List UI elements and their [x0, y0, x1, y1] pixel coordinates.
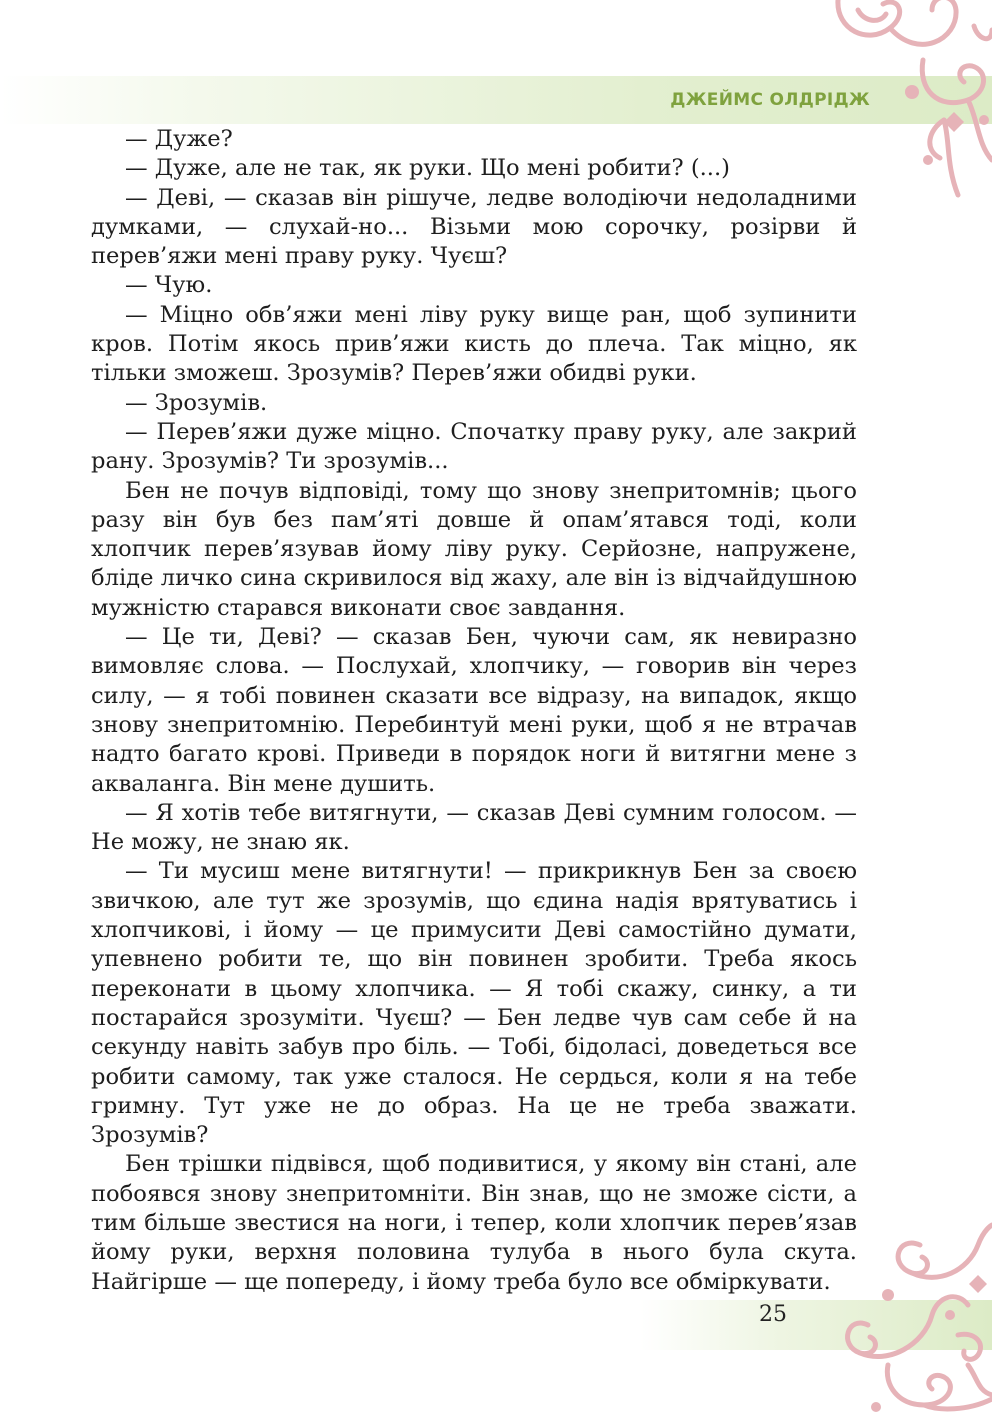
running-header-author: ДЖЕЙМС ОЛДРІДЖ	[670, 90, 870, 110]
footer-band	[640, 1300, 992, 1350]
paragraph: Бен не почув відповіді, тому що знову знепритомнів; цього разу він був без пам’яті довше й опам’ятався тоді, коли хлопчик перев’язував йому ліву руку. Серйозне, напружене, бліде личко сина скривилося від жаху, але він із відчайдушною мужністю старався виконати своє завдання.	[91, 477, 857, 621]
paragraph: — Я хотів тебе витягнути, — сказав Деві сумним голосом. — Не можу, не знаю як.	[91, 799, 857, 856]
paragraph: — Дуже?	[125, 126, 233, 152]
paragraph: — Деві, — сказав він рішуче, ледве володіючи недоладними думками, — слухай-но... Візьми мою сорочку, розірви й перев’яжи мені праву руку. Чуєш?	[91, 184, 857, 270]
page-number: 25	[759, 1302, 787, 1327]
paragraph: — Перев’яжи дуже міцно. Спочатку праву руку, але закрий рану. Зрозумів? Ти зрозумів...	[91, 418, 857, 475]
paragraph: — Це ти, Деві? — сказав Бен, чуючи сам, як невиразно вимовляє слова. — Послухай, хлопчику, — говорив він через силу, — я тобі повинен сказати все відразу, на випадок, якщо знову знепритомнію. Перебинтуй мені руки, щоб я не втрачав надто багато крові. Приведи в порядок ноги й витягни мене з акваланга. Він мене душить.	[91, 624, 857, 797]
paragraph: — Чую.	[125, 272, 213, 299]
main-text	[91, 125, 857, 1297]
paragraph: Бен трішки підвівся, щоб подивитися, у якому він стані, але побоявся знову знепритомніти. Він знав, що не зможе сісти, а тим більше звестися на ноги, і тепер, коли хлопчик перев’язав йому руки, верхня половина тулуба в нього була скута. Найгірше — ще попереду, і йому треба було все обміркувати.	[91, 1151, 857, 1295]
paragraph: — Дуже, але не так, як руки. Що мені робити? (...)	[125, 155, 730, 182]
paragraph: — Міцно обв’яжи мені ліву руку вище ран, щоб зупинити кров. Потім якось прив’яжи кисть до плеча. Так міцно, як тільки зможеш. Зрозумів? Перев’яжи обидві руки.	[91, 301, 857, 387]
paragraph: — Ти мусиш мене витягнути! — прикрикнув Бен за своєю звичкою, але тут же зрозумів, що єдина надія врятуватись і хлопчикові, і йому — це примусити Деві самостійно думати, упевнено робити те, що він повинен зробити. Треба якось переконати в цьому хлопчика. — Я тобі скажу, синку, а ти постарайся зрозуміти. Чуєш? — Бен ледве чув сам себе й на секунду навіть забув про біль. — Тобі, бідоласі, доведеться все робити самому, так уже сталося. Не сердься, коли я на тебе гримну. Тут уже не до образ. На це не треба зважати. Зрозумів?	[91, 858, 857, 1149]
paragraph: — Зрозумів.	[125, 389, 268, 416]
